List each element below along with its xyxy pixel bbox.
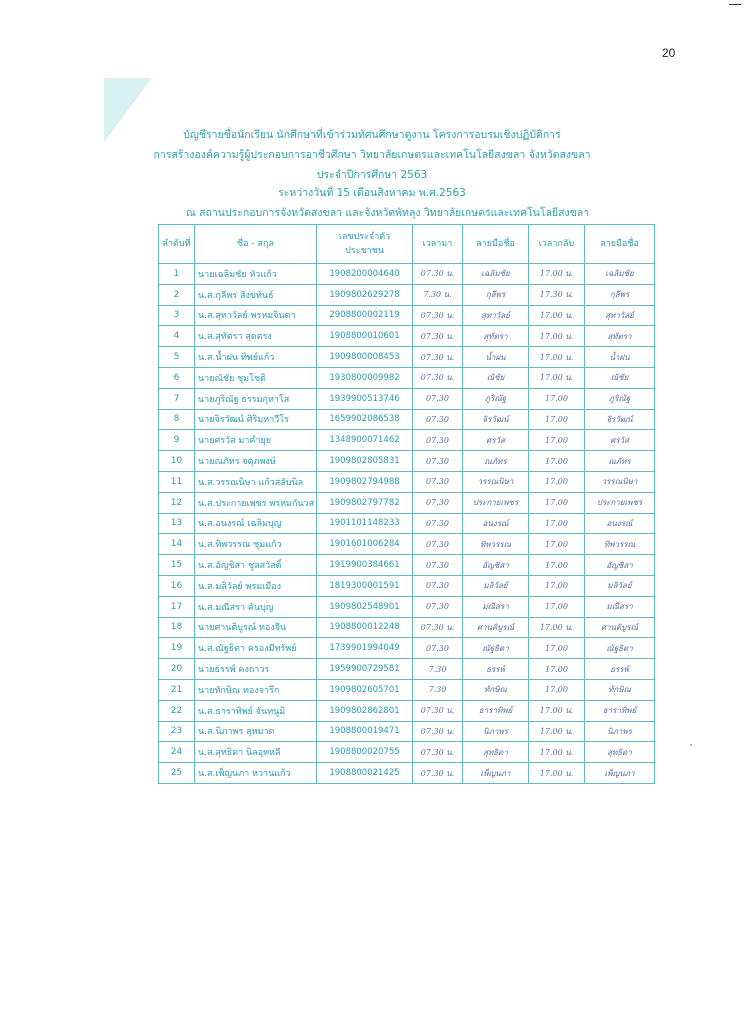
student-name: น.ส.วรรณนิษา แก้วสลับนิล (195, 471, 317, 492)
citizen-id: 1659902086538 (317, 409, 413, 430)
header-time-out: เวลากลับ (529, 225, 585, 264)
time-out: 17.00 น. (529, 326, 585, 347)
table-row (159, 347, 655, 368)
student-name: น.ส.ธาราทิพย์ จันทนูมิ (195, 700, 317, 721)
time-in: 7.30 (413, 659, 463, 680)
row-number: 8 (159, 409, 195, 430)
signature-out: ภูริณัฐ (585, 388, 655, 409)
student-name: น.ส.สุทธิดา นิลอุทหลี (195, 742, 317, 763)
citizen-id: 1959900729581 (317, 659, 413, 680)
row-number: 4 (159, 326, 195, 347)
signature-out: วรรณนิษา (585, 471, 655, 492)
table-row (159, 617, 655, 638)
time-out: 17.00 (529, 555, 585, 576)
time-in: 7.30 น. (413, 284, 463, 305)
signature-out: ณภัทร (585, 451, 655, 472)
signature-in: สุทัตรา (463, 326, 529, 347)
signature-in: ทิพวรรณ (463, 534, 529, 555)
time-out: 17.00 (529, 492, 585, 513)
citizen-id: 1908800019471 (317, 721, 413, 742)
student-name: นายณัชัย ชุมโชติ (195, 367, 317, 388)
table-row (159, 555, 655, 576)
signature-in: มลิวัลย์ (463, 575, 529, 596)
time-in: 07.30 (413, 388, 463, 409)
row-number: 7 (159, 388, 195, 409)
table-row (159, 513, 655, 534)
citizen-id: 1739901994049 (317, 638, 413, 659)
table-row (159, 763, 655, 784)
signature-in: ณัชัย (463, 367, 529, 388)
time-out: 17.00 น. (529, 763, 585, 784)
time-in: 07.30 (413, 492, 463, 513)
page-number: 20 (662, 46, 676, 60)
row-number: 25 (159, 763, 195, 784)
signature-in: ศรวัส (463, 430, 529, 451)
citizen-id: 1908800020755 (317, 742, 413, 763)
row-number: 9 (159, 430, 195, 451)
student-name: นายศานติบูรณ์ ทองจีน (195, 617, 317, 638)
time-out: 17.00 น. (529, 347, 585, 368)
signature-out: กุลีพร (585, 284, 655, 305)
citizen-id: 1909802805831 (317, 451, 413, 472)
row-number: 22 (159, 700, 195, 721)
signature-in: ธาราทิพย์ (463, 700, 529, 721)
table-row (159, 305, 655, 326)
table-row (159, 534, 655, 555)
signature-out: อัญชิสา (585, 555, 655, 576)
signature-out: ณัชัย (585, 367, 655, 388)
signature-in: กุลีพร (463, 284, 529, 305)
time-in: 07.30 น. (413, 326, 463, 347)
time-out: 17.00 น. (529, 264, 585, 285)
time-out: 17.30 น. (529, 284, 585, 305)
table-row (159, 430, 655, 451)
table-row (159, 721, 655, 742)
student-name: นายธรรพ์ คงถาวร (195, 659, 317, 680)
student-name: น.ส.อัญชิสา ชูลสวัสดิ์ (195, 555, 317, 576)
signature-out: อนงรณ์ (585, 513, 655, 534)
row-number: 11 (159, 471, 195, 492)
student-name: น.ส.เพ็ญนภา หวานแก้ว (195, 763, 317, 784)
time-in: 07.30 (413, 575, 463, 596)
row-number: 10 (159, 451, 195, 472)
row-number: 18 (159, 617, 195, 638)
time-out: 17.00 (529, 679, 585, 700)
time-in: 07.30 น. (413, 742, 463, 763)
signature-in: อัญชิสา (463, 555, 529, 576)
scan-speck (690, 744, 692, 746)
signature-in: ประกายเพชร (463, 492, 529, 513)
signature-out: เพ็ญนภา (585, 763, 655, 784)
time-out: 17.00 (529, 659, 585, 680)
signature-out: น้ำฝน (585, 347, 655, 368)
student-name: นายทักษิณ ทองจารึก (195, 679, 317, 700)
signature-out: นิภาพร (585, 721, 655, 742)
time-in: 07.30 (413, 451, 463, 472)
time-out: 17.00 น. (529, 700, 585, 721)
table-row (159, 367, 655, 388)
signature-in: จิรวัฒน์ (463, 409, 529, 430)
time-in: 07.30 น. (413, 347, 463, 368)
header-id: เลขประจำตัวประชาชน (317, 225, 413, 264)
time-in: 07.30 (413, 471, 463, 492)
table-header-row (159, 225, 655, 264)
signature-in: ธรรพ์ (463, 659, 529, 680)
citizen-id: 1939900513746 (317, 388, 413, 409)
student-name: น.ส.นิภาพร สุหมาด (195, 721, 317, 742)
signature-out: เฉลิมชัย (585, 264, 655, 285)
student-name: น.ส.สุทัตรา สุดตรง (195, 326, 317, 347)
header-time-in: เวลามา (413, 225, 463, 264)
time-out: 17.00 (529, 471, 585, 492)
signature-in: อนงรณ์ (463, 513, 529, 534)
row-number: 21 (159, 679, 195, 700)
header-signature-in: ลายมือชื่อ (463, 225, 529, 264)
table-row (159, 575, 655, 596)
signature-in: น้ำฝน (463, 347, 529, 368)
signature-out: ทิพวรรณ (585, 534, 655, 555)
signature-out: สุทธิดา (585, 742, 655, 763)
student-name: น.ส.สุทาวัลย์ พรหมจินดา (195, 305, 317, 326)
student-name: น.ส.มณีสรา คันบุญ (195, 596, 317, 617)
time-in: 07.30 (413, 534, 463, 555)
table-row (159, 471, 655, 492)
time-in: 07.30 (413, 596, 463, 617)
citizen-id: 1909800008453 (317, 347, 413, 368)
citizen-id: 1908200004640 (317, 264, 413, 285)
student-name: นายจิรวัฒน์ ศิริมหาวีโร (195, 409, 317, 430)
time-out: 17.00 (529, 430, 585, 451)
time-in: 07.30 (413, 513, 463, 534)
signature-out: สุทัตรา (585, 326, 655, 347)
signature-in: มณีสรา (463, 596, 529, 617)
attendance-table (158, 224, 655, 784)
signature-in: ณภัทร (463, 451, 529, 472)
signature-out: ณัฐธิดา (585, 638, 655, 659)
header-line-5: ณ สถานประกอบการจังหวัดสงขลา และจังหวัดพัทลุง วิทยาลัยเกษตรและเทคโนโลยีสงขลา (186, 207, 590, 219)
signature-in: ณัฐธิดา (463, 638, 529, 659)
citizen-id: 1909802605701 (317, 679, 413, 700)
signature-out: ธาราทิพย์ (585, 700, 655, 721)
table-row (159, 388, 655, 409)
time-in: 07.30 (413, 430, 463, 451)
time-in: 07.30 น. (413, 617, 463, 638)
citizen-id: 1930800009982 (317, 367, 413, 388)
table-row (159, 451, 655, 472)
signature-in: ศานติบูรณ์ (463, 617, 529, 638)
citizen-id: 1819300001591 (317, 575, 413, 596)
student-name: นายศรวัส มาคำยุย (195, 430, 317, 451)
row-number: 12 (159, 492, 195, 513)
header-line-1: บัญชีรายชื่อนักเรียน นักศึกษาที่เข้าร่วมทัศนศึกษาดูงาน โครงการอบรมเชิงปฏิบัติการ (183, 129, 561, 141)
signature-out: สุทาวัลย์ (585, 305, 655, 326)
signature-in: สุทาวัลย์ (463, 305, 529, 326)
signature-out: มลิวัลย์ (585, 575, 655, 596)
citizen-id: 1909802629278 (317, 284, 413, 305)
table-row (159, 264, 655, 285)
table-row (159, 659, 655, 680)
signature-out: ศรวัส (585, 430, 655, 451)
table-row (159, 284, 655, 305)
header-line-4: ระหว่างวันที่ 15 เดือนสิงหาคม พ.ศ.2563 (278, 187, 466, 199)
time-in: 07.30 น. (413, 763, 463, 784)
citizen-id: 1908800012248 (317, 617, 413, 638)
signature-out: ธรรพ์ (585, 659, 655, 680)
row-number: 1 (159, 264, 195, 285)
signature-out: จิรวัฒน์ (585, 409, 655, 430)
citizen-id: 1901101148233 (317, 513, 413, 534)
time-out: 17.00 น. (529, 721, 585, 742)
time-out: 17.00 น. (529, 305, 585, 326)
row-number: 24 (159, 742, 195, 763)
student-name: นายภูริณัฐ ธรรมกุหาโส (195, 388, 317, 409)
time-in: 07.30 น. (413, 367, 463, 388)
time-out: 17.00 (529, 409, 585, 430)
citizen-id: 1908800021425 (317, 763, 413, 784)
signature-out: ศานติบูรณ์ (585, 617, 655, 638)
signature-in: วรรณนิษา (463, 471, 529, 492)
time-in: 07.30 น. (413, 305, 463, 326)
row-number: 3 (159, 305, 195, 326)
table-row (159, 596, 655, 617)
table-row (159, 409, 655, 430)
signature-in: ภูริณัฐ (463, 388, 529, 409)
student-name: น.ส.มลิวัลย์ พรมเมือง (195, 575, 317, 596)
row-number: 14 (159, 534, 195, 555)
header-name: ชื่อ - สกุล (195, 225, 317, 264)
table-row (159, 742, 655, 763)
citizen-id: 1909802797782 (317, 492, 413, 513)
signature-out: มณีสรา (585, 596, 655, 617)
table-row (159, 492, 655, 513)
signature-out: ประกายเพชร (585, 492, 655, 513)
time-out: 17.00 (529, 596, 585, 617)
time-in: 07.30 น. (413, 700, 463, 721)
scan-edge-mark (729, 4, 741, 5)
time-out: 17.00 น. (529, 742, 585, 763)
row-number: 16 (159, 575, 195, 596)
time-in: 07.30 (413, 638, 463, 659)
signature-in: เฉลิมชัย (463, 264, 529, 285)
citizen-id: 1919900384661 (317, 555, 413, 576)
student-name: น.ส.อนงรณ์ เฉลิมบุญ (195, 513, 317, 534)
citizen-id: 1909802548901 (317, 596, 413, 617)
row-number: 19 (159, 638, 195, 659)
student-name: น.ส.ทิพวรรณ ชุมแก้ว (195, 534, 317, 555)
student-name: นายณภัทร จตุภพงษ์ (195, 451, 317, 472)
student-name: น.ส.ประกายเพชร พรหมกันวส (195, 492, 317, 513)
citizen-id: 1901601006284 (317, 534, 413, 555)
signature-out: ทักษิณ (585, 679, 655, 700)
row-number: 2 (159, 284, 195, 305)
row-number: 20 (159, 659, 195, 680)
citizen-id: 1909802794988 (317, 471, 413, 492)
time-out: 17.00 (529, 388, 585, 409)
time-in: 07.30 น. (413, 264, 463, 285)
signature-in: ทักษิณ (463, 679, 529, 700)
table-row (159, 326, 655, 347)
row-number: 5 (159, 347, 195, 368)
time-in: 07.30 (413, 409, 463, 430)
signature-in: นิภาพร (463, 721, 529, 742)
citizen-id: 1909802862801 (317, 700, 413, 721)
table-row (159, 638, 655, 659)
time-out: 17.00 (529, 575, 585, 596)
time-out: 17.00 (529, 513, 585, 534)
citizen-id: 2908800002119 (317, 305, 413, 326)
signature-in: สุทธิดา (463, 742, 529, 763)
time-out: 17.00 น. (529, 367, 585, 388)
time-out: 17.00 (529, 638, 585, 659)
student-name: น.ส.น้ำฝน ทิพย์แก้ว (195, 347, 317, 368)
table-row (159, 679, 655, 700)
row-number: 17 (159, 596, 195, 617)
row-number: 13 (159, 513, 195, 534)
citizen-id: 1908800010601 (317, 326, 413, 347)
time-in: 7.30 (413, 679, 463, 700)
header-line-3: ประจำปีการศึกษา 2563 (316, 169, 428, 181)
time-in: 07.30 น. (413, 721, 463, 742)
row-number: 23 (159, 721, 195, 742)
student-name: น.ส.กุลีพร สังขทันธ์ (195, 284, 317, 305)
row-number: 6 (159, 367, 195, 388)
header-line-2: การสร้างองค์ความรู้ผู้ประกอบการอาชีวศึกษา วิทยาลัยเกษตรและเทคโนโลยีสงขลา จังหวัดสงขลา (153, 149, 591, 161)
time-out: 17.00 น. (529, 617, 585, 638)
table-row (159, 700, 655, 721)
signature-in: เพ็ญนภา (463, 763, 529, 784)
time-out: 17.00 (529, 451, 585, 472)
header-signature-out: ลายมือชื่อ (585, 225, 655, 264)
header-no: ลำดับที่ (159, 225, 195, 264)
time-out: 17.00 (529, 534, 585, 555)
citizen-id: 1348900071462 (317, 430, 413, 451)
student-name: นายเฉลิมชัย หัวแก้ว (195, 264, 317, 285)
row-number: 15 (159, 555, 195, 576)
student-name: น.ส.ณัฐธิดา ครองมีทรัพย์ (195, 638, 317, 659)
time-in: 07.30 (413, 555, 463, 576)
